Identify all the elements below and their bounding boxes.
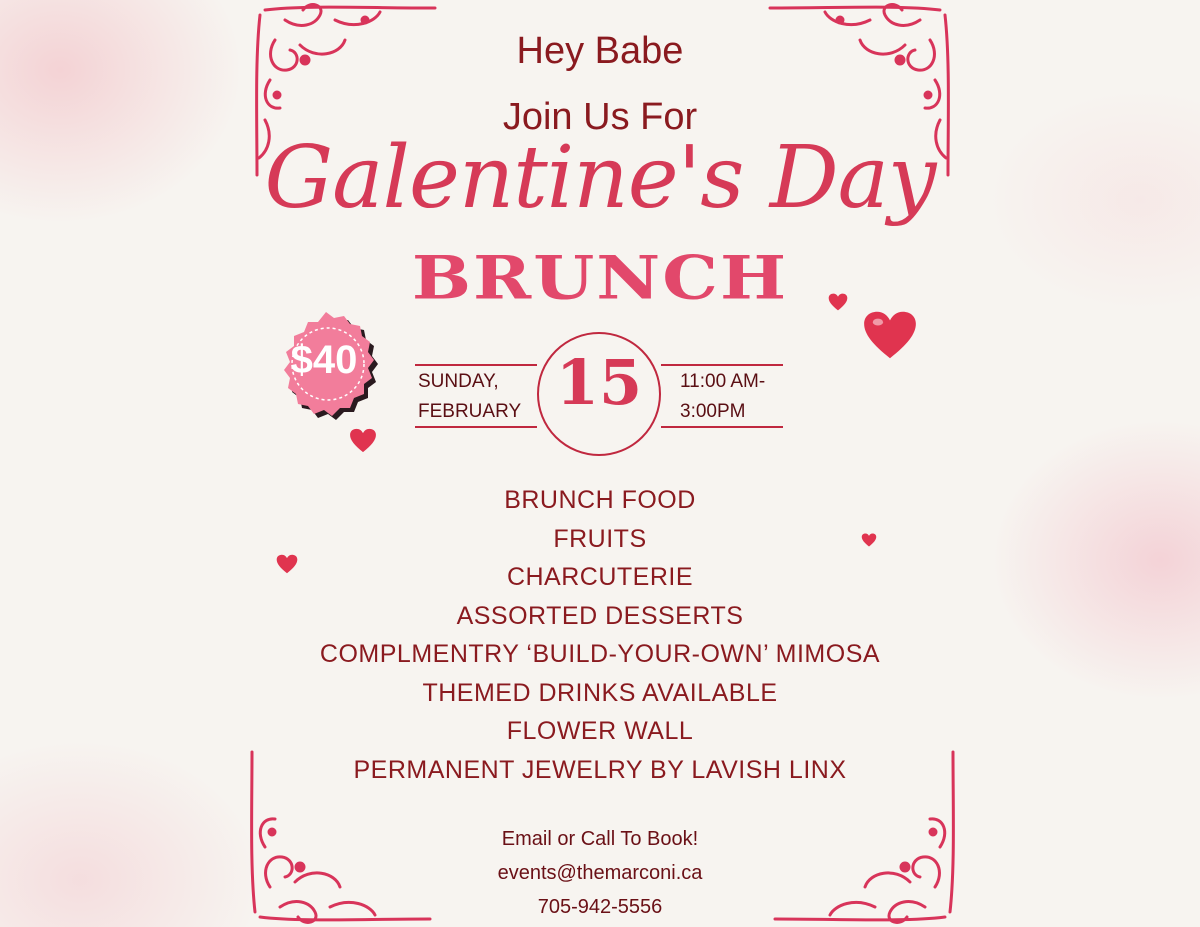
features-list (0, 481, 1200, 789)
booking-cta: Email or Call To Book! (501, 828, 699, 850)
list-item: FRUITS (553, 524, 647, 553)
email-link[interactable]: events@themarconi.ca (497, 862, 703, 884)
list-item: FLOWER WALL (506, 717, 694, 745)
contact-block (0, 822, 1200, 924)
date-rule-top-left (415, 364, 537, 366)
greeting-text: Hey Babe (516, 30, 684, 72)
phone-link[interactable]: 705-942-5556 (537, 896, 663, 918)
event-title-block: BRUNCH (411, 242, 789, 313)
heart-icon (861, 533, 877, 547)
list-item: COMPLMENTRY ‘BUILD-YOUR-OWN’ MIMOSA (319, 640, 881, 668)
heart-icon (349, 428, 377, 453)
time-start: 11:00 AM- (680, 371, 766, 392)
heart-icon (828, 293, 848, 311)
list-item: CHARCUTERIE (506, 563, 694, 591)
heart-icon (862, 310, 918, 360)
date-day: 15 (555, 346, 643, 419)
invite-text: Join Us For (502, 96, 698, 138)
list-item: ASSORTED DESSERTS (456, 601, 744, 630)
date-month: FEBRUARY (418, 401, 522, 422)
time-end: 3:00PM (680, 401, 746, 422)
heart-icon (276, 554, 298, 574)
date-weekday: SUNDAY, (418, 371, 499, 392)
event-title-script: Galentine's Day (264, 128, 936, 228)
date-rule-top-right (661, 364, 783, 366)
list-item: PERMANENT JEWELRY BY LAVISH LINX (353, 755, 847, 784)
list-item: THEMED DRINKS AVAILABLE (422, 678, 778, 707)
list-item: BRUNCH FOOD (504, 486, 696, 514)
price-label: $40 (290, 338, 358, 382)
